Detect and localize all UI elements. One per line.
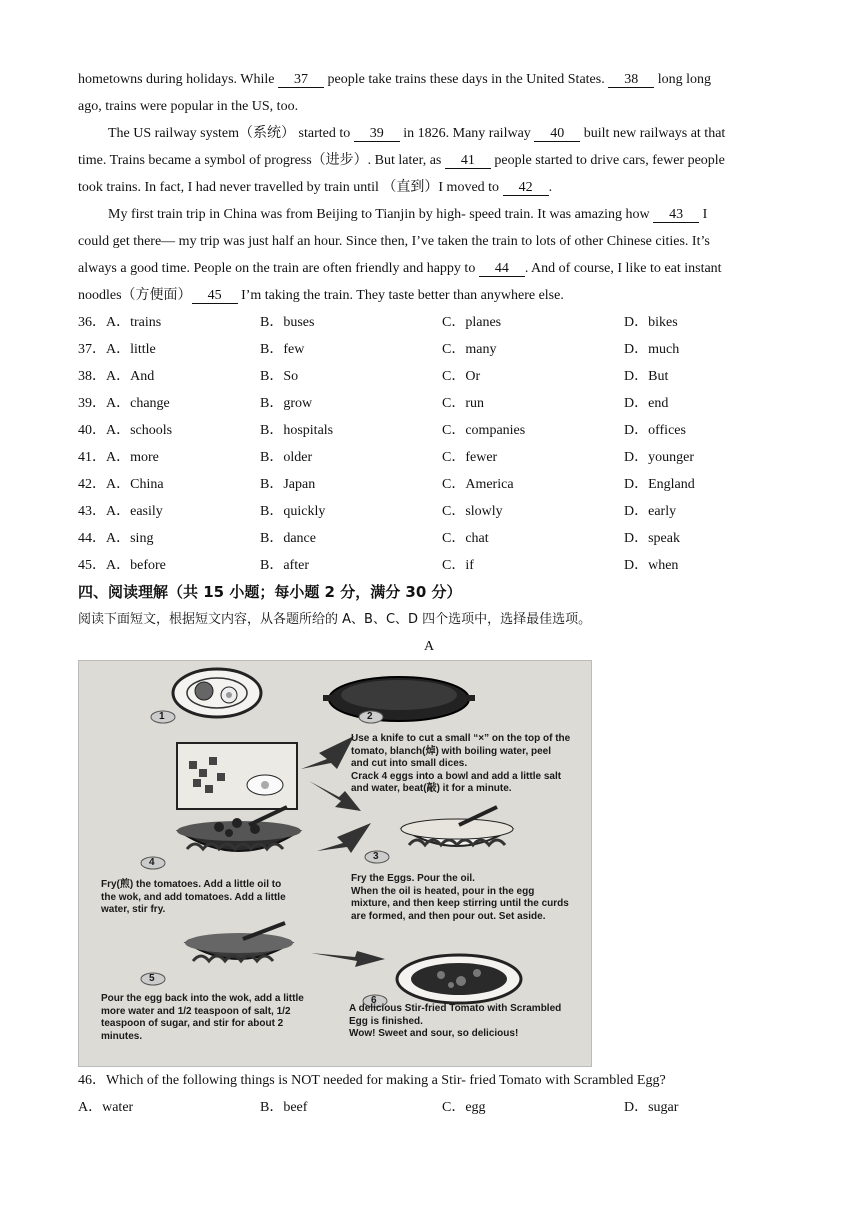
option-a[interactable]: 43．A．easily [78,504,163,519]
option-d[interactable]: D．when [624,558,679,573]
caption-line: Fry the Eggs. Pour the oil. [351,873,475,884]
blank-45: 45 [192,288,238,304]
option-c[interactable]: C．egg [442,1100,486,1115]
question-row [78,449,798,467]
caption-step-4 [101,879,286,917]
passage-line-6 [108,206,707,224]
arrow-icon [311,951,385,967]
passage-text: hometowns during holidays. While [78,72,278,87]
option-d[interactable]: D．sugar [624,1100,679,1115]
caption-line: Fry(煎) the tomatoes. Add a little oil to [101,879,282,890]
passage-text: always a good time. People on the train are often friendly and happy to [78,261,479,276]
passage-text: time. Trains became a symbol of progress（进步）. But later, as [78,153,445,168]
step-number: 2 [367,711,373,722]
passage-text: . [548,180,553,195]
passage-text: I’m taking the train. They taste better than anywhere else. [237,288,564,303]
question-46-stem: 46．Which of the following things is NOT needed for making a Stir- fried Tomato with Scrambled Egg? [78,1073,666,1088]
caption-line: minutes. [101,1030,143,1042]
passage-text: My first train trip in China was from Beijing to Tianjin by high- speed train. It was amazing how [108,207,654,222]
blank-39: 39 [354,126,400,142]
passage-text: took trains. In fact, I had never travelled by train until （直到）I moved to [78,180,503,195]
option-b[interactable]: B．after [260,558,309,573]
question-row [78,341,798,359]
caption-line: the wok, and add tomatoes. Add a little [101,891,286,903]
question-row [78,314,798,332]
passage-text: people take trains these days in the United States. [324,72,609,87]
blank-44: 44 [479,261,525,277]
option-d[interactable]: D．younger [624,450,694,465]
caption-step-3 [351,873,569,923]
caption-step-6 [349,1003,561,1041]
passage-text: built new railways at that [580,126,726,141]
passage-line-7: could get there— my trip was just half an hour. Since then, I’ve taken the train to lots of other Chinese cities. It’s [78,234,710,249]
option-b[interactable]: B．few [260,342,305,357]
section-heading: 四、阅读理解（共 15 小题；每小题 2 分，满分 30 分） [78,583,462,601]
arrow-icon [317,823,371,853]
caption-line: Pour the egg back into the wok, add a little [101,993,304,1004]
option-d[interactable]: D．But [624,369,669,384]
option-d[interactable]: D．offices [624,423,686,438]
passage-text: . And of course, I like to eat instant [524,261,722,276]
caption-line: are formed, and then pour out. Set aside. [351,910,546,922]
option-b[interactable]: B．older [260,450,313,465]
question-row [78,422,798,440]
option-a[interactable]: A．water [78,1100,134,1115]
option-c[interactable]: C．Or [442,369,481,384]
option-a[interactable]: 42．A．China [78,477,164,492]
option-b[interactable]: B．quickly [260,504,326,519]
step-number: 4 [149,857,155,868]
passage-line-9 [78,287,564,305]
option-a[interactable]: 44．A．sing [78,531,154,546]
caption-line: A delicious Stir-fried Tomato with Scrambled [349,1003,562,1014]
section-instruction: 阅读下面短文，根据短文内容，从各题所给的 A、B、C、D 四个选项中，选择最佳选项。 [78,612,592,627]
option-d[interactable]: D．early [624,504,677,519]
option-c[interactable]: C．many [442,342,497,357]
caption-line: Crack 4 eggs into a bowl and add a little salt [351,770,562,782]
option-b[interactable]: B．dance [260,531,316,546]
passage-line-8 [78,260,722,278]
caption-line: teaspoon of sugar, and stir for about 2 [101,1018,284,1029]
step-number: 1 [159,711,165,722]
caption-line: tomato, blanch(焯) with boiling water, peel [351,745,552,757]
caption-line: Wow! Sweet and sour, so delicious! [349,1028,519,1039]
option-b[interactable]: B．buses [260,315,315,330]
option-d[interactable]: D．much [624,342,680,357]
option-d[interactable]: D．end [624,396,669,411]
question-row [78,368,798,386]
question-46-options [78,1099,798,1117]
option-c[interactable]: C．America [442,477,514,492]
option-b[interactable]: B．So [260,369,299,384]
passage-label: A [424,639,435,654]
question-row [78,557,798,575]
option-d[interactable]: D．speak [624,531,680,546]
option-a[interactable]: 40．A．schools [78,423,173,438]
plate-icon [173,669,261,717]
passage-text: people started to drive cars, fewer people [490,153,725,168]
passage-line-5 [78,179,552,197]
arrow-icon [301,736,354,769]
caption-step-5 [101,993,304,1043]
blank-42: 42 [503,180,549,196]
question-row [78,476,798,494]
passage-text: I [699,207,708,222]
step-number: 6 [371,995,377,1006]
option-a[interactable]: 45．A．before [78,558,166,573]
option-c[interactable]: C．run [442,396,484,411]
passage-text: long long [654,72,711,87]
blank-38: 38 [608,72,654,88]
option-a[interactable]: 36．A．trains [78,315,162,330]
question-row [78,503,798,521]
option-c[interactable]: C．if [442,558,474,573]
caption-line: and water, beat(敲) it for a minute. [351,783,512,794]
option-c[interactable]: C．companies [442,423,526,438]
passage-line-4 [78,152,725,170]
step-number: 5 [149,973,155,984]
option-b[interactable]: B．hospitals [260,423,334,438]
recipe-figure [78,660,592,1067]
option-c[interactable]: C．planes [442,315,502,330]
question-row [78,395,798,413]
option-d[interactable]: D．England [624,477,695,492]
passage-line-1 [78,71,711,89]
cutting-board-icon [177,743,297,809]
blank-40: 40 [534,126,580,142]
option-c[interactable]: C．slowly [442,504,503,519]
caption-line: mixture, and then keep stirring until the curds [351,898,569,909]
option-b[interactable]: B．grow [260,396,313,411]
option-c[interactable]: C．chat [442,531,489,546]
option-b[interactable]: B．beef [260,1100,308,1115]
passage-text: noodles（方便面） [78,288,192,303]
blank-37: 37 [278,72,324,88]
passage-line-3 [108,125,725,143]
caption-line: more water and 1/2 teaspoon of salt, 1/2 [101,1005,291,1017]
option-a[interactable]: 41．A．more [78,450,159,465]
step-number: 3 [373,851,379,862]
option-c[interactable]: C．fewer [442,450,498,465]
caption-line: Use a knife to cut a small “×” on the top of the [351,733,571,744]
passage-text: The US railway system（系统） started to [108,126,354,141]
option-b[interactable]: B．Japan [260,477,316,492]
option-a[interactable]: 39．A．change [78,396,170,411]
question-row [78,530,798,548]
passage-text: in 1826. Many railway [399,126,535,141]
option-a[interactable]: 37．A．little [78,342,156,357]
caption-step-2 [351,733,570,796]
caption-line: Egg is finished. [349,1015,423,1027]
passage-line-2: ago, trains were popular in the US, too. [78,99,299,114]
caption-line: and cut into small dices. [351,758,468,769]
caption-line: When the oil is heated, pour in the egg [351,885,535,897]
option-a[interactable]: 38．A．And [78,369,155,384]
blank-43: 43 [653,207,699,223]
blank-41: 41 [445,153,491,169]
option-d[interactable]: D．bikes [624,315,678,330]
caption-line: water, stir fry. [101,904,166,915]
